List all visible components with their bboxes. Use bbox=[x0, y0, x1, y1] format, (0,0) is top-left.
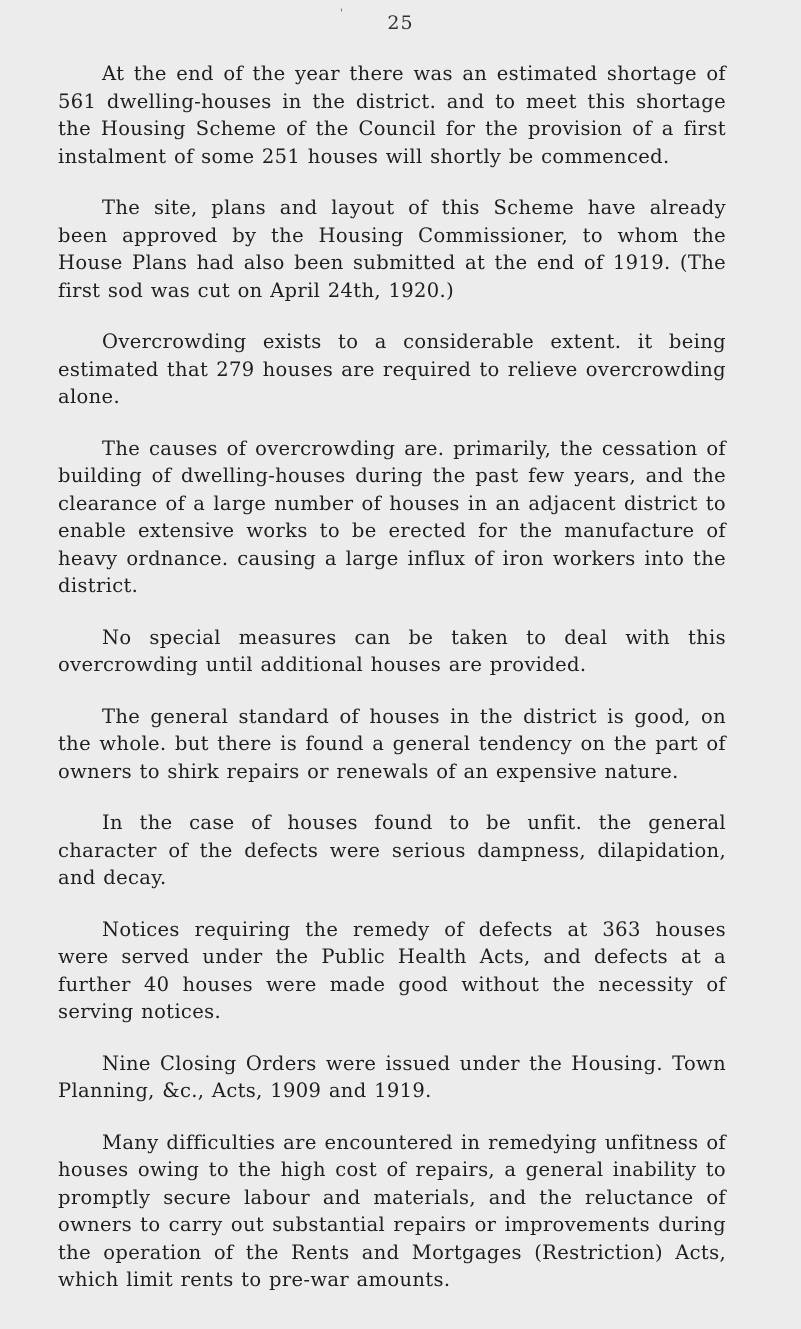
stray-print-mark: ' bbox=[340, 8, 343, 19]
page-number: 25 bbox=[387, 12, 414, 34]
paragraph-housing-shortage: At the end of the year there was an estimated shortage of 561 dwelling-houses in the district. and to meet this shortage the Housing Scheme of the Council for the provision of a first instalment of some 251 houses will shortly be commenced. bbox=[58, 62, 726, 168]
paragraph-difficulties: Many difficulties are encountered in remedying unfitness of houses owing to the high cost of repairs, a general inability to promptly secure labour and materials, and the reluctance of owners to carry out substantial repairs or improvements during the operation of the Rents and Mortgages (Restriction) Acts, which limit rents to pre-war amounts. bbox=[58, 1130, 726, 1291]
paragraph-scheme-approval: The site, plans and layout of this Scheme have already been approved by the Housing Commissioner, to whom the House Plans had also been submitted at the end of 1919. (The first sod was cut on April 24th, 1920.) bbox=[58, 196, 726, 302]
paragraph-unfit-houses: In the case of houses found to be unfit. the general character of the defects were serious dampness, dilapidation, and decay. bbox=[58, 811, 726, 889]
paragraph-notices: Notices requiring the remedy of defects at 363 houses were served under the Public Health Acts, and defects at a further 40 houses were made good without the necessity of serving notices. bbox=[58, 917, 726, 1023]
body-text bbox=[58, 60, 726, 1318]
paragraph-general-standard: The general standard of houses in the district is good, on the whole. but there is found a general tendency on the part of owners to shirk repairs or renewals of an expensive nature. bbox=[58, 704, 726, 783]
paragraph-overcrowding-causes: The causes of overcrowding are. primarily, the cessation of building of dwelling-houses during the past few years, and the clearance of a large number of houses in an adjacent district to enable extensive works to be erected for the manufacture of heavy ordnance. causing a large influx of iron workers into the district. bbox=[58, 436, 726, 597]
paragraph-special-measures: No special measures can be taken to deal with this overcrowding until additional houses are provided. bbox=[58, 625, 726, 676]
paragraph-closing-orders: Nine Closing Orders were issued under the Housing. Town Planning, &c., Acts, 1909 and 1919. bbox=[58, 1051, 726, 1102]
paragraph-overcrowding-extent: Overcrowding exists to a considerable extent. it being estimated that 279 houses are required to relieve overcrowding alone. bbox=[58, 330, 726, 408]
